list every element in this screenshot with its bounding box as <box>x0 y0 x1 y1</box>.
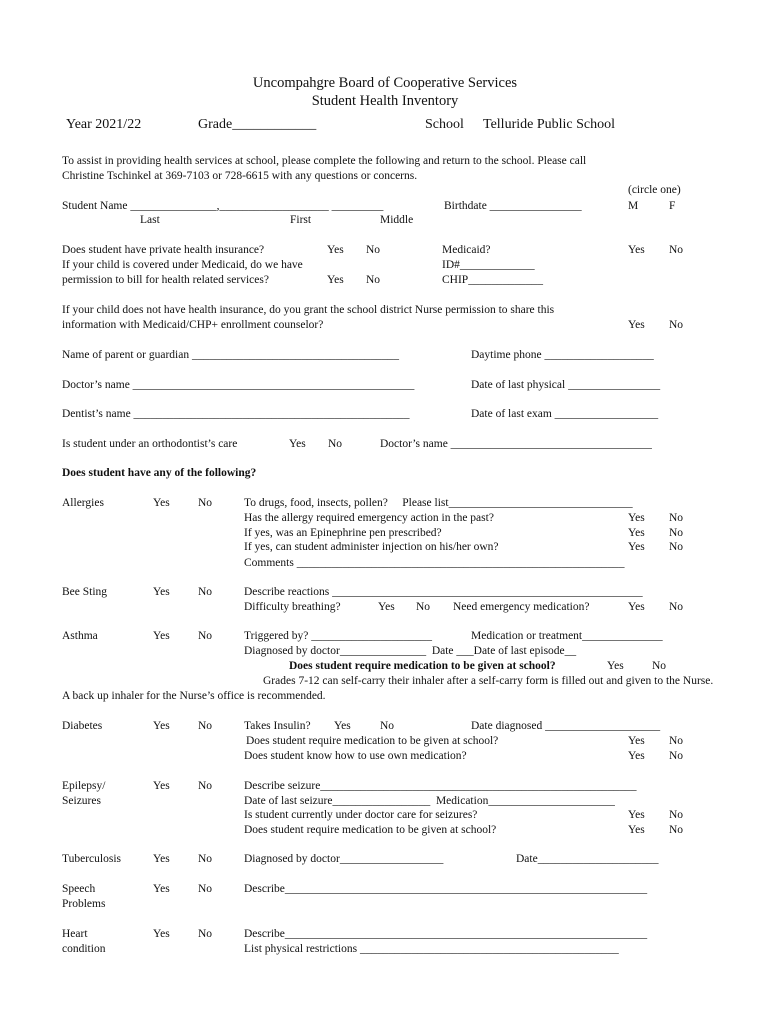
tb-date-field[interactable]: Date_____________________ <box>516 853 659 865</box>
breathing-no[interactable]: No <box>416 601 431 613</box>
own-med-question: Does student know how to use own medication? <box>244 750 467 762</box>
first-name-caption: First <box>290 214 312 226</box>
last-physical-field[interactable]: Date of last physical ________________ <box>471 379 661 391</box>
epipen-question: If yes, was an Epinephrine pen prescribed? <box>244 527 442 539</box>
diabetes-school-med-no[interactable]: No <box>669 735 684 747</box>
heart-no[interactable]: No <box>198 928 213 940</box>
chip-field[interactable]: CHIP_____________ <box>442 274 543 286</box>
last-exam-field[interactable]: Date of last exam __________________ <box>471 408 659 420</box>
orthodontist-question: Is student under an orthodontist’s care <box>62 438 238 450</box>
bee-sting-no[interactable]: No <box>198 586 213 598</box>
diabetes-label: Diabetes <box>62 720 103 732</box>
allergy-comments-field[interactable]: Comments _________________________________________________________ <box>244 557 625 569</box>
school-label: School <box>425 117 464 132</box>
birthdate-field[interactable]: Birthdate ________________ <box>444 200 582 212</box>
speech-label-1: Speech <box>62 883 96 895</box>
medicaid-label: Medicaid? <box>442 244 491 256</box>
breathing-question: Difficulty breathing? <box>244 601 341 613</box>
asthma-yes[interactable]: Yes <box>153 630 170 642</box>
own-med-yes[interactable]: Yes <box>628 750 645 762</box>
epilepsy-no[interactable]: No <box>198 780 213 792</box>
intro-line-2: Christine Tschinkel at 369-7103 or 728-6615 with any questions or concerns. <box>62 170 418 182</box>
medicaid-id-field[interactable]: ID#_____________ <box>442 259 535 271</box>
diabetes-no[interactable]: No <box>198 720 213 732</box>
seizure-doctor-question: Is student currently under doctor care for seizures? <box>244 809 478 821</box>
backup-inhaler-note: A back up inhaler for the Nurse’s office is recommended. <box>62 690 326 702</box>
allergies-no[interactable]: No <box>198 497 213 509</box>
heart-description-field[interactable]: Describe_______________________________________________________________ <box>244 928 648 940</box>
tuberculosis-no[interactable]: No <box>198 853 213 865</box>
asthma-trigger-field[interactable]: Triggered by? _____________________ <box>244 630 433 642</box>
dentist-name-field[interactable]: Dentist’s name ________________________________________________ <box>62 408 410 420</box>
own-med-no[interactable]: No <box>669 750 684 762</box>
epilepsy-label-1: Epilepsy/ <box>62 780 106 792</box>
bee-sting-yes[interactable]: Yes <box>153 586 170 598</box>
allergies-yes[interactable]: Yes <box>153 497 170 509</box>
share-permission-yes[interactable]: Yes <box>628 319 645 331</box>
bee-reactions-field[interactable]: Describe reactions ______________________________________________________ <box>244 586 643 598</box>
share-permission-line-1: If your child does not have health insurance, do you grant the school district Nurse permission to share this <box>62 304 555 316</box>
bee-sting-label: Bee Sting <box>62 586 108 598</box>
orthodontist-doctor-field[interactable]: Doctor’s name ___________________________________ <box>380 438 652 450</box>
conditions-heading: Does student have any of the following? <box>62 467 257 479</box>
parent-name-field[interactable]: Name of parent or guardian ____________________________________ <box>62 349 399 361</box>
orthodontist-no[interactable]: No <box>328 438 343 450</box>
circle-one-note: (circle one) <box>628 184 681 196</box>
diabetes-school-med-yes[interactable]: Yes <box>628 735 645 747</box>
share-permission-no[interactable]: No <box>669 319 684 331</box>
organization-name: Uncompahgre Board of Cooperative Services <box>252 75 518 91</box>
speech-no[interactable]: No <box>198 883 213 895</box>
asthma-diagnosis-field[interactable]: Diagnosed by doctor_______________ Date ___Date of last episode__ <box>244 645 577 657</box>
medicaid-no[interactable]: No <box>669 244 684 256</box>
self-inject-question: If yes, can student administer injection on his/her own? <box>244 541 499 553</box>
seizure-school-med-no[interactable]: No <box>669 824 684 836</box>
allergy-emergency-question: Has the allergy required emergency action in the past? <box>244 512 494 524</box>
private-insurance-no[interactable]: No <box>366 244 381 256</box>
asthma-medication-field[interactable]: Medication or treatment______________ <box>471 630 663 642</box>
bill-permission-no[interactable]: No <box>366 274 381 286</box>
insulin-question: Takes Insulin? <box>244 720 311 732</box>
middle-name-caption: Middle <box>380 214 414 226</box>
share-permission-line-2: information with Medicaid/CHP+ enrollment counselor? <box>62 319 324 331</box>
asthma-school-med-question: Does student require medication to be given at school? <box>289 660 556 672</box>
allergies-label: Allergies <box>62 497 104 509</box>
allergy-emergency-no[interactable]: No <box>669 512 684 524</box>
epilepsy-yes[interactable]: Yes <box>153 780 170 792</box>
seizure-school-med-question: Does student require medication to be given at school? <box>244 824 497 836</box>
diabetes-diagnosed-field[interactable]: Date diagnosed ____________________ <box>471 720 661 732</box>
breathing-yes[interactable]: Yes <box>378 601 395 613</box>
self-inject-yes[interactable]: Yes <box>628 541 645 553</box>
asthma-label: Asthma <box>62 630 98 642</box>
physical-restrictions-field[interactable]: List physical restrictions _____________________________________________ <box>244 943 619 955</box>
medicaid-permission-question-1: If your child is covered under Medicaid, do we have <box>62 259 303 271</box>
bill-permission-yes[interactable]: Yes <box>327 274 344 286</box>
seizure-doctor-no[interactable]: No <box>669 809 684 821</box>
emergency-med-question: Need emergency medication? <box>453 601 590 613</box>
tuberculosis-yes[interactable]: Yes <box>153 853 170 865</box>
emergency-med-no[interactable]: No <box>669 601 684 613</box>
private-insurance-question: Does student have private health insurance? <box>62 244 265 256</box>
diabetes-yes[interactable]: Yes <box>153 720 170 732</box>
heart-label-1: Heart <box>62 928 88 940</box>
epipen-no[interactable]: No <box>669 527 684 539</box>
orthodontist-yes[interactable]: Yes <box>289 438 306 450</box>
medicaid-permission-question-2: permission to bill for health related services? <box>62 274 269 286</box>
intro-line-1: To assist in providing health services at school, please complete the following and return to the school. Please call <box>62 155 587 167</box>
student-name-field[interactable]: Student Name _______________,___________________ _________ <box>62 200 384 212</box>
seizure-description-field[interactable]: Describe seizure_______________________________________________________ <box>244 780 637 792</box>
self-inject-no[interactable]: No <box>669 541 684 553</box>
insulin-no[interactable]: No <box>380 720 395 732</box>
private-insurance-yes[interactable]: Yes <box>327 244 344 256</box>
doctor-name-field[interactable]: Doctor’s name _________________________________________________ <box>62 379 415 391</box>
tb-diagnosis-field[interactable]: Diagnosed by doctor__________________ <box>244 853 444 865</box>
allergy-emergency-yes[interactable]: Yes <box>628 512 645 524</box>
last-name-caption: Last <box>140 214 160 226</box>
medicaid-yes[interactable]: Yes <box>628 244 645 256</box>
speech-description-field[interactable]: Describe_______________________________________________________________ <box>244 883 648 895</box>
seizure-school-med-yes[interactable]: Yes <box>628 824 645 836</box>
asthma-school-med-no[interactable]: No <box>652 660 667 672</box>
school-name: Telluride Public School <box>483 117 616 132</box>
heart-label-2: condition <box>62 943 106 955</box>
grade-field[interactable]: Grade____________ <box>198 117 317 132</box>
allergies-list-field[interactable]: To drugs, food, insects, pollen? Please list________________________________ <box>244 497 633 509</box>
daytime-phone-field[interactable]: Daytime phone ___________________ <box>471 349 654 361</box>
seizure-doctor-yes[interactable]: Yes <box>628 809 645 821</box>
speech-label-2: Problems <box>62 898 106 910</box>
sex-m-option[interactable]: M <box>628 200 639 212</box>
diabetes-school-med-question: Does student require medication to be given at school? <box>246 735 499 747</box>
speech-yes[interactable]: Yes <box>153 883 170 895</box>
asthma-school-med-yes[interactable]: Yes <box>607 660 624 672</box>
asthma-no[interactable]: No <box>198 630 213 642</box>
sex-f-option[interactable]: F <box>669 200 676 212</box>
self-carry-note: Grades 7-12 can self-carry their inhaler after a self-carry form is filled out and given to the Nurse. <box>263 675 714 687</box>
heart-yes[interactable]: Yes <box>153 928 170 940</box>
school-year: Year 2021/22 <box>66 117 142 132</box>
last-seizure-field[interactable]: Date of last seizure_________________ Medication______________________ <box>244 795 615 807</box>
emergency-med-yes[interactable]: Yes <box>628 601 645 613</box>
epipen-yes[interactable]: Yes <box>628 527 645 539</box>
tuberculosis-label: Tuberculosis <box>62 853 121 865</box>
insulin-yes[interactable]: Yes <box>334 720 351 732</box>
epilepsy-label-2: Seizures <box>62 795 101 807</box>
form-title: Student Health Inventory <box>311 93 459 109</box>
